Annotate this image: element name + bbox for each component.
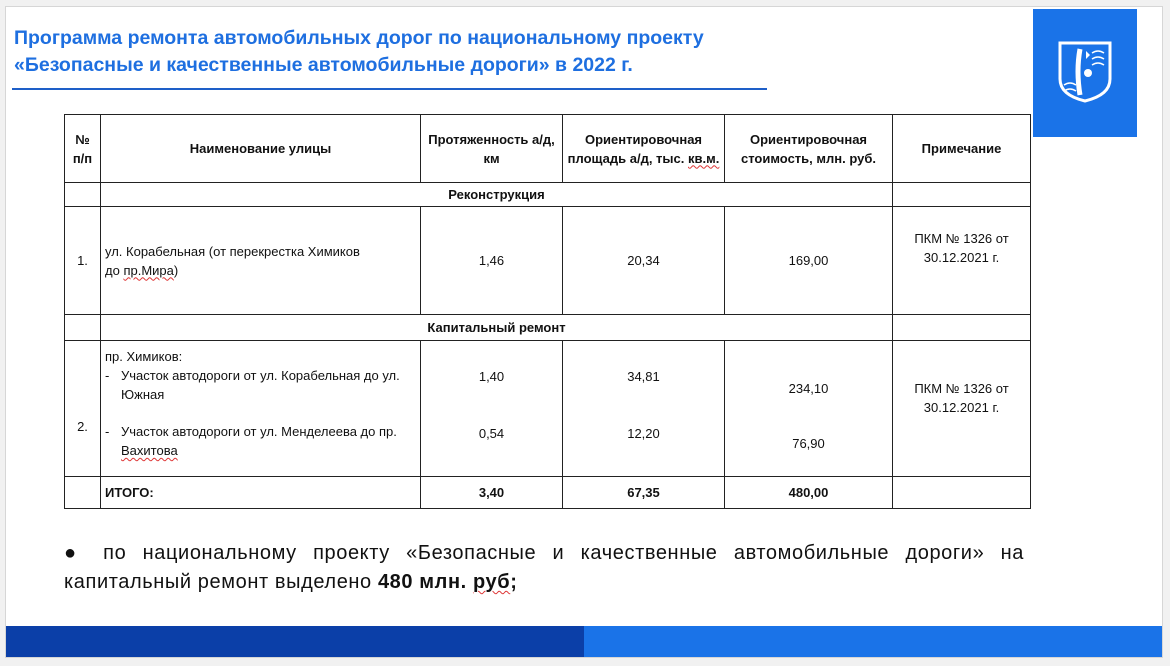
header-note: Примечание — [893, 115, 1031, 183]
bullet-icon: ● — [64, 542, 87, 564]
title-underline — [12, 88, 767, 90]
section-row-reconstruction — [65, 183, 1031, 207]
row1-length: 1,46 — [421, 207, 563, 315]
slide — [5, 6, 1163, 658]
section-capital-repair: Капитальный ремонт — [101, 315, 893, 341]
header-area-unit: кв.м. — [688, 150, 720, 166]
total-cost: 480,00 — [725, 477, 893, 509]
header-street: Наименование улицы — [101, 115, 421, 183]
row1-street: ул. Корабельная (от перекрестка Химиков до пр.Мира) — [101, 207, 421, 315]
row2-sub1: - Участок автодороги от ул. Корабельная до ул. Южная — [105, 368, 400, 402]
logo-panel — [1033, 9, 1137, 137]
header-num: № п/п — [65, 115, 101, 183]
roads-table — [64, 114, 1031, 509]
row2-area: 34,81 12,20 — [563, 341, 725, 477]
summary-amount: 480 млн. руб; — [377, 571, 518, 593]
total-area: 67,35 — [563, 477, 725, 509]
table-header-row — [65, 115, 1031, 183]
header-area — [563, 115, 725, 183]
row2-street: пр. Химиков: - Участок автодороги от ул. Корабельная до ул. Южная - Участок автодороги от ул. Менделеева до пр. Вахитова — [101, 341, 421, 477]
title-line-1: Программа ремонта автомобильных дорог по национальному проекту — [14, 27, 704, 49]
table-total-row — [65, 477, 1031, 509]
row1-cost: 169,00 — [725, 207, 893, 315]
city-coat-of-arms-icon — [1056, 41, 1114, 103]
title-line-2: «Безопасные и качественные автомобильные дороги» в 2022 г. — [14, 54, 633, 76]
footer-bar-light — [584, 626, 1163, 658]
footer-bar-dark — [6, 626, 584, 658]
slide-title — [14, 25, 774, 79]
row1-note: ПКМ № 1326 от 30.12.2021 г. — [893, 207, 1031, 315]
total-length: 3,40 — [421, 477, 563, 509]
row2-cost: 234,10 76,90 — [725, 341, 893, 477]
summary-bullet — [64, 539, 1024, 597]
total-label: ИТОГО: — [101, 477, 421, 509]
row2-num: 2. — [65, 341, 101, 477]
header-cost: Ориентировочная стоимость, млн. руб. — [725, 115, 893, 183]
section-reconstruction: Реконструкция — [101, 183, 893, 207]
header-area-text: Ориентировочная площадь а/д, тыс. — [567, 131, 703, 166]
row2-length: 1,40 0,54 — [421, 341, 563, 477]
section-row-capital — [65, 315, 1031, 341]
row1-area: 20,34 — [563, 207, 725, 315]
row1-num: 1. — [65, 207, 101, 315]
row2-note: ПКМ № 1326 от 30.12.2021 г. — [893, 341, 1031, 477]
header-length: Протяженность а/д, км — [421, 115, 563, 183]
table-row — [65, 341, 1031, 477]
summary-text: по национальному проекту «Безопасные и качественные автомобильные дороги» на капитальный ремонт выделено — [64, 542, 1024, 593]
row2-sub2: - Участок автодороги от ул. Менделеева до пр. Вахитова — [105, 424, 397, 458]
table-row — [65, 207, 1031, 315]
